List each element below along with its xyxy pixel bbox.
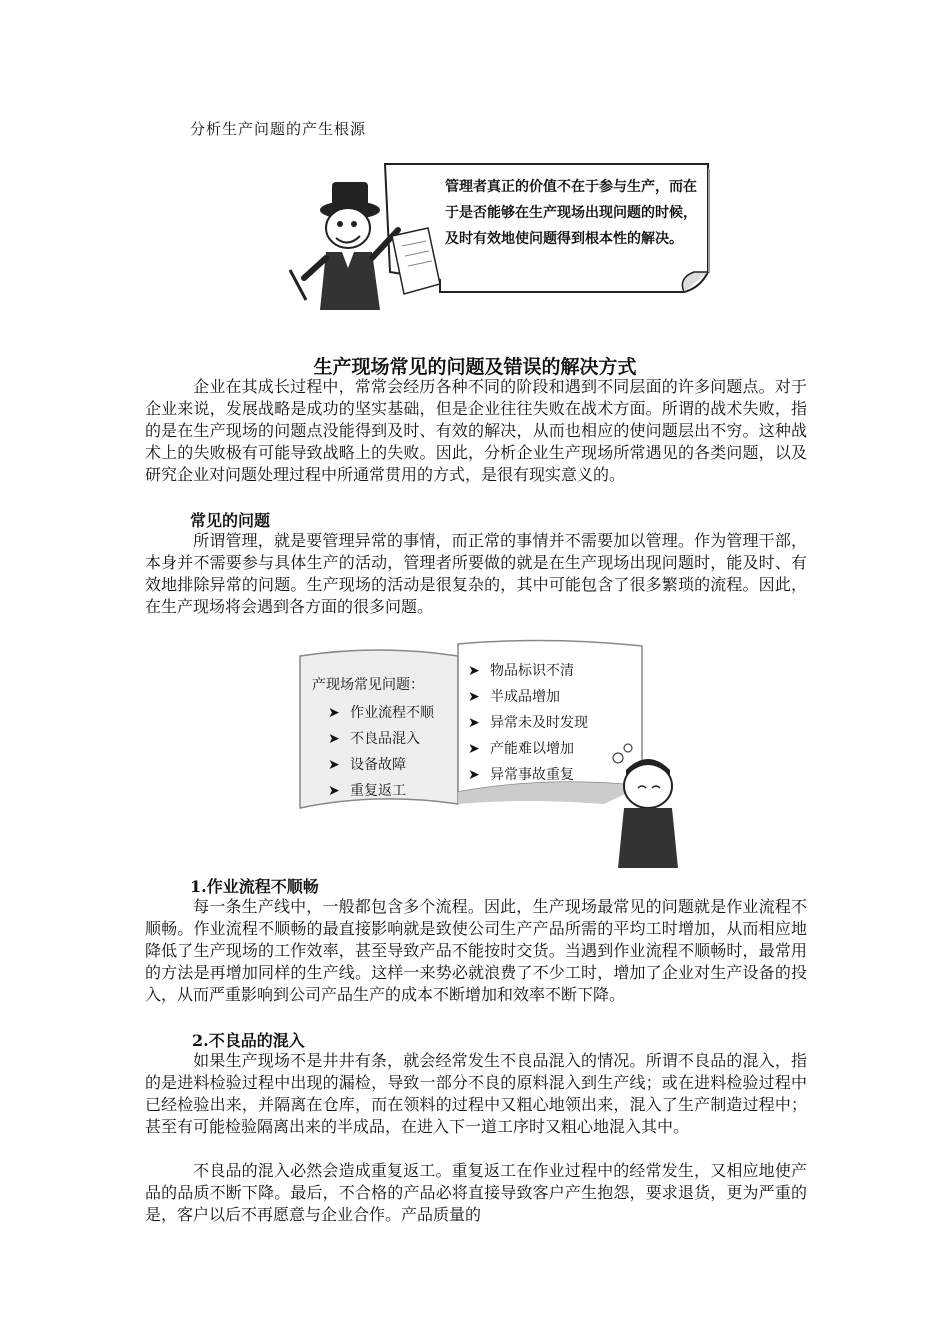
intro-paragraph	[145, 376, 807, 486]
arrow-right-icon: ➤	[328, 731, 340, 747]
section1-paragraph	[145, 896, 807, 1006]
list-item: ➤ 作业流程不顺	[312, 700, 434, 726]
problem-list-illustration	[298, 636, 688, 868]
right-list	[468, 658, 588, 788]
list-item: ➤ 不良品混入	[312, 726, 434, 752]
arrow-right-icon: ➤	[468, 741, 480, 757]
list-item: ➤ 异常未及时发现	[468, 710, 588, 736]
arrow-right-icon: ➤	[328, 757, 340, 773]
left-list-heading: 产现场常见问题：	[312, 677, 424, 693]
list-item: ➤ 重复返工	[312, 778, 434, 804]
section2-paragraph-1	[145, 1050, 807, 1138]
section2-paragraph-2	[145, 1160, 807, 1226]
page-title: 生产现场常见的问题及错误的解决方式	[313, 356, 637, 378]
page-subtitle: 分析生产问题的产生根源	[190, 120, 367, 138]
manager-callout-illustration	[280, 160, 710, 330]
list-item: ➤ 产能难以增加	[468, 736, 588, 762]
list-item: ➤ 物品标识不清	[468, 658, 588, 684]
common-paragraph-text: 所谓管理，就是要管理异常的事情，而正常的事情并不需要加以管理。作为管理干部，本身并不需要参与具体生产的活动，管理者所要做的就是在生产现场出现问题时，能及时、有效地排除异常的问题。生产现场的活动是很复杂的，其中可能包含了很多繁琐的流程。因此，在生产现场将会遇到各方面的很多问题。	[145, 531, 807, 616]
section-heading-common: 常见的问题	[190, 511, 271, 530]
list-item: ➤ 半成品增加	[468, 684, 588, 710]
arrow-right-icon: ➤	[468, 663, 480, 679]
intro-paragraph-text: 企业在其成长过程中，常常会经历各种不同的阶段和遇到不同层面的许多问题点。对于企业来说，发展战略是成功的坚实基础，但是企业往往失败在战术方面。所谓的战术失败，指的是在生产现场的问题点没能得到及时、有效的解决，从而也相应的使问题层出不穷。这种战术上的失败极有可能导致战略上的失败。因此，分析企业生产现场所常遇见的各类问题，以及研究企业对问题处理过程中所通常贯用的方式，是很有现实意义的。	[145, 377, 807, 484]
section-heading-2: 2.不良品的混入	[192, 1031, 305, 1050]
left-list	[312, 672, 434, 804]
arrow-right-icon: ➤	[468, 715, 480, 731]
common-paragraph	[145, 530, 807, 618]
section1-paragraph-text: 每一条生产线中，一般都包含多个流程。因此，生产现场最常见的问题就是作业流程不顺畅。作业流程不顺畅的最直接影响就是致使公司生产产品所需的平均工时增加，从而相应地降低了生产现场的工作效率，甚至导致产品不能按时交货。当遇到作业流程不顺畅时，最常用的方法是再增加同样的生产线。这样一来势必就浪费了不少工时，增加了企业对生产设备的投入，从而严重影响到公司产品生产的成本不断增加和效率不断下降。	[145, 897, 807, 1004]
list-item: ➤ 设备故障	[312, 752, 434, 778]
section-heading-1: 1.作业流程不顺畅	[190, 877, 319, 896]
arrow-right-icon: ➤	[468, 689, 480, 705]
section2-paragraph-1-text: 如果生产现场不是井井有条，就会经常发生不良品混入的情况。所谓不良品的混入，指的是进料检验过程中出现的漏检，导致一部分不良的原料混入到生产线；或在进料检验过程中已经检验出来，并隔离在仓库，而在领料的过程中又粗心地领出来，混入了生产制造过程中；甚至有可能检验隔离出来的半成品，在进入下一道工序时又粗心地混入其中。	[145, 1051, 807, 1136]
section2-paragraph-2-text: 不良品的混入必然会造成重复返工。重复返工在作业过程中的经常发生，又相应地使产品的品质不断下降。最后，不合格的产品必将直接导致客户产生抱怨，要求退货，更为严重的是，客户以后不再愿意与企业合作。产品质量的	[145, 1161, 807, 1224]
arrow-right-icon: ➤	[328, 705, 340, 721]
arrow-right-icon: ➤	[328, 783, 340, 799]
callout-text: 管理者真正的价值不在于参与生产，而在于是否能够在生产现场出现问题的时候，及时有效地使问题得到根本性的解决。	[445, 179, 697, 247]
list-item: ➤ 异常事故重复	[468, 762, 588, 788]
arrow-right-icon: ➤	[468, 767, 480, 783]
